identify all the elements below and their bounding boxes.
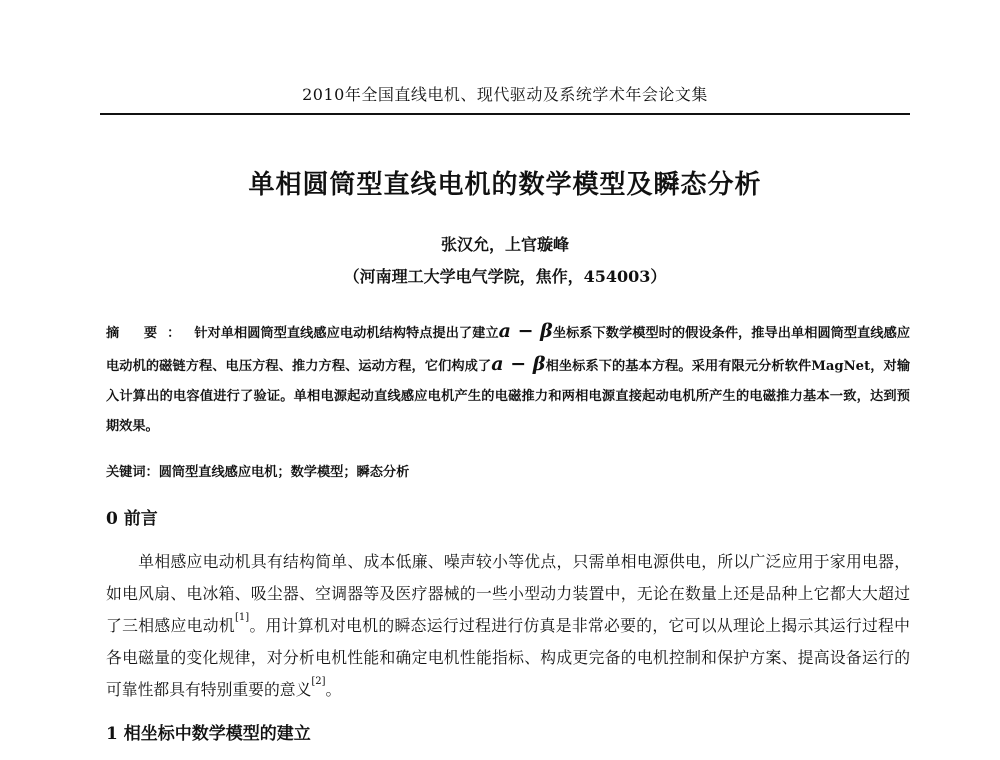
- citation-2: [2]: [311, 676, 326, 687]
- keywords-label: 关键词：: [106, 465, 159, 480]
- running-header: 2010年全国直线电机、现代驱动及系统学术年会论文集: [302, 85, 708, 104]
- keywords: [106, 461, 910, 480]
- keywords-text: 圆筒型直线感应电机；数学模型；瞬态分析: [158, 465, 410, 480]
- abstract-text-3: 相坐标系下的基本方程。采用有限元分析软件MagNet，对输入计算出的电容值进行了验证。单相电源起动直线感应电机产生的电磁推力和两相电源直接起动电机所产生的电磁推力基本一致，达到预期效果。: [106, 359, 911, 434]
- abstract-text-1: 针对单相圆筒型直线感应电动机结构特点提出了建立: [194, 326, 499, 341]
- paper-authors: 张汉允，上官璇峰: [440, 235, 569, 254]
- abstract-text-2: 坐标系下数学模型时的假设条件，推导出单相圆筒型直线感应电动机的磁链方程、电压方程、推力方程、运动方程，它们构成了: [106, 326, 911, 374]
- paragraph-text-2: 。用计算机对电机的瞬态运行过程进行仿真是非常必要的，它可以从理论上揭示其运行过程中各电磁量的变化规律，对分析电机性能和确定电机性能指标、构成更完备的电机控制和保护方案、提高设备运行的可靠性都具有特别重要的意义: [106, 616, 910, 699]
- citation-1: [1]: [234, 612, 250, 623]
- paper-title: 单相圆筒型直线电机的数学模型及瞬态分析: [248, 170, 762, 200]
- abstract: [106, 316, 910, 442]
- abstract-math-1: a − β: [498, 320, 553, 342]
- paragraph-text-3: 。: [325, 680, 342, 699]
- abstract-math-2: a − β: [491, 353, 546, 375]
- paragraph-text-1: 单相感应电动机具有结构简单、成本低廉、噪声较小等优点，只需单相电源供电，所以广泛应用于家用电器，如电风扇、电冰箱、吸尘器、空调器等及医疗器械的一些小型动力装置中，无论在数量上还是品种上它都大大超过了三相感应电动机: [106, 552, 910, 635]
- abstract-label: 摘 要：: [106, 326, 191, 341]
- section-1-heading: 1 相坐标中数学模型的建立: [106, 724, 311, 744]
- section-0-heading: 0 前言: [106, 509, 158, 529]
- paper-affiliation: （河南理工大学电气学院，焦作，454003）: [343, 267, 667, 286]
- header-rule: [100, 113, 910, 115]
- section-0-paragraph: [106, 546, 910, 706]
